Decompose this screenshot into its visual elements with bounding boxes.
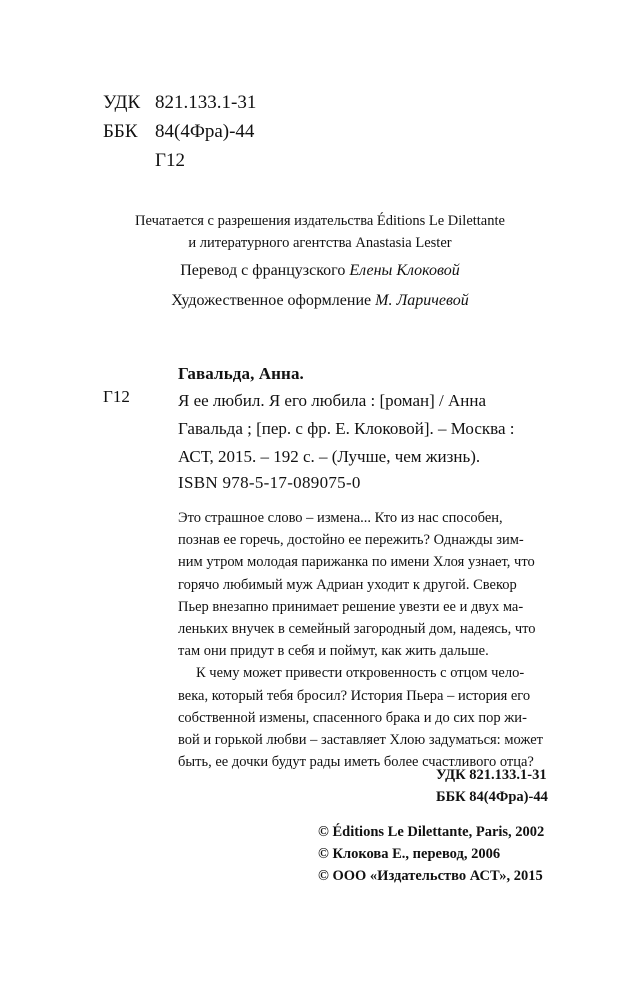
- copyright-block: [318, 821, 544, 887]
- udk-label: УДК: [103, 92, 141, 113]
- annotation-line-5: Пьер внезапно принимает решение увезти ее и двух ма-: [178, 598, 524, 615]
- annotation-line-11: вой и горькой любви – заставляет Хлою задуматься: может: [178, 732, 543, 749]
- annotation: [178, 507, 570, 773]
- bbk-bottom: ББК 84(4Фра)-44: [436, 789, 548, 805]
- udk-bottom: УДК 821.133.1-31: [436, 767, 547, 783]
- udk-top-block: [103, 88, 256, 175]
- bbk-label: ББК: [103, 121, 138, 142]
- permission-block: [60, 210, 580, 254]
- udk-bottom-block: [436, 764, 548, 808]
- bib-code: Г12: [103, 387, 130, 406]
- annotation-line-4: горячо любимый муж Адриан уходит к другой. Свекор: [178, 576, 517, 593]
- bib-description: [178, 387, 578, 471]
- translator-name: Елены Клоковой: [349, 262, 460, 279]
- design-credit: [60, 292, 580, 310]
- bib-line-2: Гавальда ; [пер. с фр. Е. Клоковой]. – Москва :: [178, 419, 515, 438]
- permission-line-2: и литературного агентства Anastasia Lester: [188, 235, 452, 251]
- bib-line-1: Я ее любил. Я его любила : [роман] / Анна: [178, 391, 486, 410]
- copyright-line-2: © Клокова Е., перевод, 2006: [318, 846, 501, 862]
- copyright-line-1: © Éditions Le Dilettante, Paris, 2002: [318, 824, 545, 840]
- isbn: ISBN 978-5-17-089075-0: [178, 473, 361, 492]
- copyright-line-3: © ООО «Издательство АСТ», 2015: [318, 868, 543, 884]
- udk-value: 821.133.1-31: [155, 92, 257, 113]
- annotation-line-2: познав ее горечь, достойно ее пережить? Однажды зим-: [178, 532, 524, 549]
- design-prefix: Художественное оформление: [171, 292, 376, 309]
- author-mark: Г12: [155, 150, 185, 171]
- permission-line-1: Печатается с разрешения издательства Éditions Le Dilettante: [135, 213, 505, 229]
- annotation-line-6: леньких внучек в семейный загородный дом, надеясь, что: [178, 621, 536, 638]
- translation-credit: [60, 262, 580, 280]
- bbk-line: [103, 117, 256, 146]
- bib-line-3: АСТ, 2015. – 192 с. – (Лучше, чем жизнь).: [178, 447, 481, 466]
- annotation-line-12: быть, ее дочки будут рады иметь более счастливого отца?: [178, 754, 534, 771]
- annotation-line-3: ним утром молодая парижанка по имени Хлоя узнает, что: [178, 554, 535, 571]
- annotation-line-7: там они придут в себя и поймут, как жить дальше.: [178, 643, 489, 660]
- annotation-line-8: К чему может привести откровенность с отцом чело-: [196, 665, 525, 682]
- bib-author: Гавальда, Анна.: [178, 364, 304, 383]
- udk-line: [103, 88, 256, 117]
- annotation-line-9: века, который тебя бросил? История Пьера – история его: [178, 687, 531, 704]
- annotation-line-10: собственной измены, спасенного брака и до сих пор жи-: [178, 709, 527, 726]
- designer-name: М. Ларичевой: [375, 292, 469, 309]
- annotation-line-1: Это страшное слово – измена... Кто из нас способен,: [178, 510, 503, 526]
- translation-prefix: Перевод с французского: [180, 262, 350, 279]
- bbk-value: 84(4Фра)-44: [155, 121, 255, 142]
